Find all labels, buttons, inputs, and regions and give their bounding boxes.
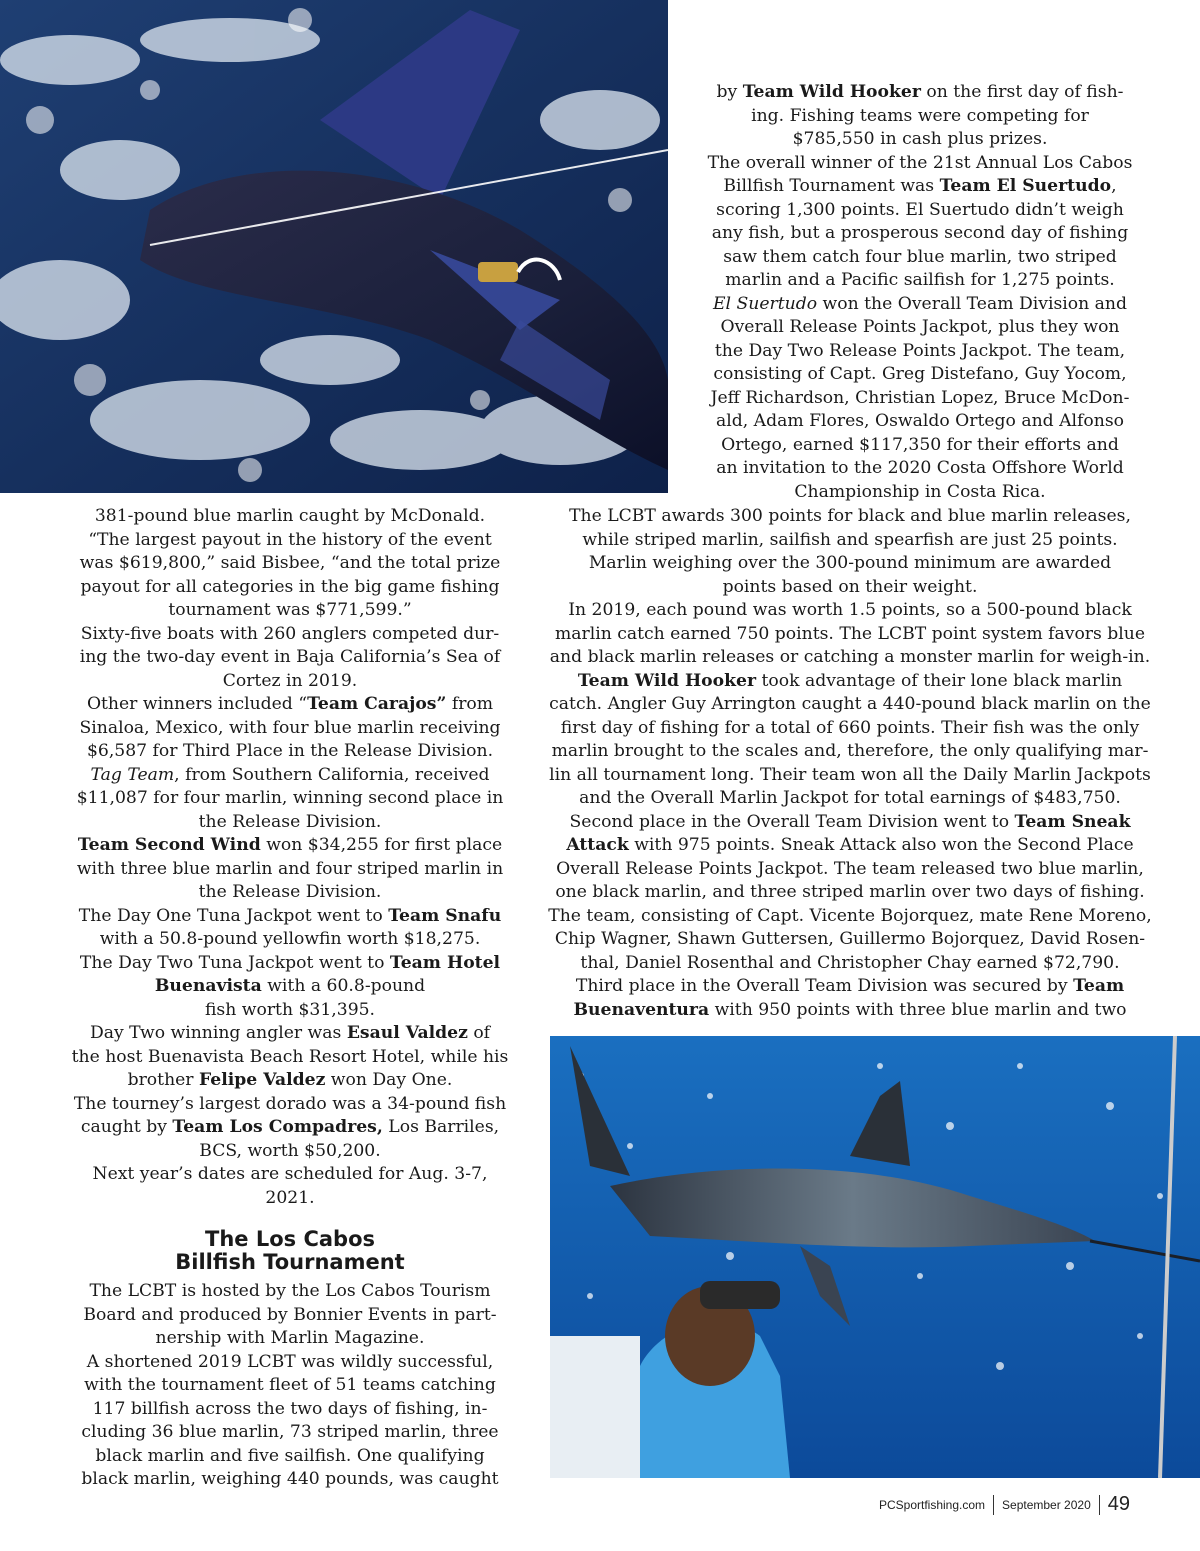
- bold-name: Team Wild Hooker: [742, 82, 921, 102]
- text-run: ald, Adam Flores, Oswaldo Ortego and Alfonso: [715, 411, 1125, 431]
- text-line: [690, 222, 1150, 246]
- text-line: [540, 717, 1160, 741]
- text-line: [690, 481, 1150, 505]
- text-line: [70, 717, 510, 741]
- text-run: with a 60.8-pound: [261, 976, 426, 996]
- text-line: [70, 999, 510, 1023]
- text-run: Cortez in 2019.: [222, 670, 358, 691]
- text-line: [70, 834, 510, 858]
- text-run: Third place in the Overall Team Division was secured by: [575, 976, 1074, 996]
- text-run: marlin catch earned 750 points. The LCBT point system favors blue: [554, 623, 1146, 644]
- text-run: consisting of Capt. Greg Distefano, Guy Yocom,: [713, 364, 1127, 384]
- text-run: and black marlin releases or catching a monster marlin for weigh-in.: [549, 647, 1151, 667]
- text-run: from: [446, 694, 494, 714]
- text-run: The Day One Tuna Jackpot went to: [78, 905, 389, 926]
- text-run: A shortened 2019 LCBT was wildly successful,: [86, 1351, 494, 1372]
- text-line: [70, 1351, 510, 1375]
- text-line: [540, 834, 1160, 858]
- text-line: [70, 787, 510, 811]
- text-run: with 950 points with three blue marlin and two: [709, 999, 1127, 1020]
- page-number: 49: [1107, 1493, 1130, 1515]
- text-run: Other winners included “: [86, 694, 308, 714]
- text-run: Chip Wagner, Shawn Guttersen, Guillermo Bojorquez, David Rosen-: [554, 929, 1146, 949]
- text-run: payout for all categories in the big game fishing: [80, 576, 500, 597]
- text-run: The LCBT awards 300 points for black and blue marlin releases,: [569, 506, 1131, 526]
- text-run: while striped marlin, sailfish and spearfish are just 25 points.: [582, 529, 1118, 550]
- text-run: the Day Two Release Points Jackpot. The team,: [714, 340, 1126, 361]
- text-line: [690, 128, 1150, 152]
- text-line: [70, 928, 510, 952]
- text-run: Day Two winning angler was: [89, 1023, 347, 1043]
- text-line: [70, 1046, 510, 1070]
- text-run: the host Buenavista Beach Resort Hotel, while his: [71, 1046, 509, 1067]
- text-line: [70, 1327, 510, 1351]
- text-line: [70, 623, 510, 647]
- text-run: The LCBT is hosted by the Los Cabos Tourism: [89, 1281, 491, 1301]
- text-line: [70, 905, 510, 929]
- text-run: the Release Division.: [198, 811, 382, 832]
- text-line: [540, 623, 1160, 647]
- marlin-photo-top: [0, 0, 668, 493]
- text-line: [690, 316, 1150, 340]
- bold-name: Team Snafu: [388, 905, 502, 926]
- text-run: any fish, but a prosperous second day of fishing: [711, 223, 1129, 243]
- text-line: [70, 552, 510, 576]
- text-run: with three blue marlin and four striped marlin in: [76, 858, 504, 879]
- bold-name: Team Hotel: [389, 952, 501, 973]
- text-line: [690, 269, 1150, 293]
- text-line: [70, 670, 510, 694]
- text-run: 117 billfish across the two days of fishing, in-: [92, 1398, 488, 1419]
- text-line: [70, 1140, 510, 1164]
- text-line: [540, 858, 1160, 882]
- text-run: by: [716, 82, 743, 102]
- text-line: [70, 740, 510, 764]
- bold-name: Felipe Valdez: [199, 1070, 326, 1090]
- text-line: [70, 1374, 510, 1398]
- text-line: [70, 811, 510, 835]
- text-run: first day of fishing for a total of 660 points. Their fish was the only: [560, 717, 1140, 738]
- text-run: catch. Angler Guy Arrington caught a 440-pound black marlin on the: [549, 694, 1151, 714]
- text-line: [690, 246, 1150, 270]
- text-run: one black marlin, and three striped marlin over two days of fishing.: [555, 882, 1145, 902]
- text-run: Billfish Tournament was: [723, 176, 940, 196]
- text-run: on the first day of fish-: [920, 82, 1124, 102]
- text-run: tournament was $771,599.”: [168, 600, 412, 620]
- text-run: Second place in the Overall Team Division went to: [569, 811, 1015, 832]
- text-line: [70, 975, 510, 999]
- text-run: an invitation to the 2020 Costa Offshore World: [716, 458, 1124, 478]
- article-column-mid-right: [540, 505, 1160, 1022]
- text-run: The Day Two Tuna Jackpot went to: [79, 952, 390, 973]
- italic-name: El Suertudo: [713, 293, 818, 314]
- text-run: won Day One.: [325, 1070, 453, 1090]
- page-footer: [879, 1493, 1130, 1516]
- text-line: [70, 646, 510, 670]
- text-run: Jeff Richardson, Christian Lopez, Bruce McDon-: [710, 387, 1130, 408]
- text-run: black marlin, weighing 440 pounds, was caught: [81, 1469, 499, 1489]
- text-run: Overall Release Points Jackpot. The team released two blue marlin,: [556, 858, 1144, 879]
- text-run: Championship in Costa Rica.: [794, 481, 1046, 502]
- text-line: [690, 199, 1150, 223]
- bold-name: Team Second Wind: [77, 835, 261, 855]
- text-run: BCS, worth $50,200.: [199, 1140, 381, 1161]
- text-line: [540, 599, 1160, 623]
- section-heading-line1: The Los Cabos: [205, 1227, 375, 1251]
- text-run: In 2019, each pound was worth 1.5 points, so a 500-pound black: [568, 600, 1132, 620]
- text-line: [70, 529, 510, 553]
- text-run: Marlin weighing over the 300-pound minimum are awarded: [588, 553, 1112, 573]
- article-column-left: [70, 505, 510, 1492]
- text-run: thal, Daniel Rosenthal and Christopher Chay earned $72,790.: [580, 952, 1120, 973]
- text-run: , from Southern California, received: [174, 764, 490, 785]
- bold-name: Esaul Valdez: [346, 1023, 468, 1043]
- text-run: Board and produced by Bonnier Events in part-: [83, 1304, 497, 1325]
- text-line: [540, 529, 1160, 553]
- text-line: [540, 646, 1160, 670]
- text-line: [70, 1421, 510, 1445]
- text-run: Ortego, earned $117,350 for their efforts and: [721, 434, 1119, 455]
- text-run: saw them catch four blue marlin, two striped: [723, 246, 1117, 267]
- text-line: [690, 387, 1150, 411]
- section-heading-line2: Billfish Tournament: [175, 1250, 405, 1274]
- text-line: [690, 105, 1150, 129]
- text-line: [540, 787, 1160, 811]
- text-line: [70, 599, 510, 623]
- text-run: Los Barriles,: [382, 1117, 500, 1137]
- text-line: [690, 457, 1150, 481]
- footer-site: PCSportfishing.com: [878, 1497, 986, 1512]
- text-line: [70, 858, 510, 882]
- text-run: was $619,800,” said Bisbee, “and the total prize: [79, 553, 501, 573]
- text-line: [540, 999, 1160, 1023]
- text-run: points based on their weight.: [722, 576, 978, 597]
- text-line: [540, 905, 1160, 929]
- text-line: [70, 1116, 510, 1140]
- text-line: [70, 1280, 510, 1304]
- text-run: scoring 1,300 points. El Suertudo didn’t weigh: [716, 199, 1124, 220]
- text-run: with 975 points. Sneak Attack also won the Second Place: [628, 835, 1134, 855]
- footer-divider: [993, 1495, 994, 1515]
- text-run: 381-pound blue marlin caught by McDonald.: [94, 506, 486, 526]
- text-run: Next year’s dates are scheduled for Aug. 3-7, 2021.: [92, 1164, 488, 1208]
- text-line: [540, 928, 1160, 952]
- text-line: [690, 175, 1150, 199]
- section-heading: [70, 1228, 510, 1274]
- text-run: black marlin and five sailfish. One qualifying: [95, 1445, 485, 1466]
- text-run: cluding 36 blue marlin, 73 striped marlin, three: [81, 1422, 499, 1442]
- text-line: [540, 693, 1160, 717]
- text-line: [70, 576, 510, 600]
- text-run: Sixty-five boats with 260 anglers competed dur-: [80, 623, 500, 644]
- bold-name: Team Los Compadres,: [172, 1117, 383, 1137]
- text-line: [70, 1069, 510, 1093]
- text-line: [540, 881, 1160, 905]
- text-run: nership with Marlin Magazine.: [155, 1328, 425, 1348]
- text-line: [70, 1022, 510, 1046]
- text-line: [540, 764, 1160, 788]
- bold-name: Team Carajos”: [307, 694, 447, 714]
- text-line: [70, 952, 510, 976]
- text-run: $785,550 in cash plus prizes.: [792, 129, 1048, 149]
- text-run: The tourney’s largest dorado was a 34-pound fish: [73, 1093, 507, 1114]
- text-line: [690, 293, 1150, 317]
- text-line: [690, 81, 1150, 105]
- bold-name: Team Sneak: [1014, 811, 1131, 832]
- bold-name: Buenavista: [154, 976, 262, 996]
- text-run: ing the two-day event in Baja California’s Sea of: [79, 647, 501, 667]
- text-run: $6,587 for Third Place in the Release Division.: [86, 741, 494, 761]
- text-line: [70, 1304, 510, 1328]
- text-line: [70, 1398, 510, 1422]
- text-line: [70, 505, 510, 529]
- text-run: brother: [127, 1070, 199, 1090]
- text-run: The overall winner of the 21st Annual Los Cabos: [707, 152, 1133, 173]
- bold-name: Team: [1073, 976, 1125, 996]
- italic-name: Tag Team: [90, 764, 175, 785]
- text-line: [70, 881, 510, 905]
- text-line: [690, 363, 1150, 387]
- text-line: [70, 764, 510, 788]
- text-line: [540, 740, 1160, 764]
- text-run: of: [467, 1023, 491, 1043]
- footer-date: September 2020: [1002, 1497, 1091, 1512]
- text-run: won $34,255 for first place: [260, 835, 503, 855]
- text-run: the Release Division.: [198, 882, 382, 902]
- text-line: [690, 152, 1150, 176]
- article-column-top-right: [690, 81, 1150, 504]
- text-line: [540, 811, 1160, 835]
- text-run: with a 50.8-pound yellowfin worth $18,275.: [99, 929, 481, 949]
- text-run: marlin brought to the scales and, therefore, the only qualifying mar-: [551, 741, 1149, 761]
- text-line: [690, 434, 1150, 458]
- text-run: The team, consisting of Capt. Vicente Bojorquez, mate Rene Moreno,: [548, 905, 1152, 926]
- text-run: Sinaloa, Mexico, with four blue marlin receiving: [79, 717, 501, 738]
- bold-name: Buenaventura: [573, 999, 710, 1020]
- footer-divider: [1099, 1495, 1100, 1515]
- text-run: $11,087 for four marlin, winning second place in: [76, 788, 504, 808]
- text-line: [70, 1163, 510, 1210]
- text-line: [540, 975, 1160, 999]
- text-line: [690, 340, 1150, 364]
- text-run: ,: [1111, 176, 1117, 196]
- text-run: marlin and a Pacific sailfish for 1,275 points.: [725, 270, 1115, 290]
- text-line: [70, 693, 510, 717]
- text-run: fish worth $31,395.: [204, 999, 376, 1020]
- text-line: [690, 410, 1150, 434]
- text-run: and the Overall Marlin Jackpot for total earnings of $483,750.: [579, 788, 1121, 808]
- text-line: [540, 505, 1160, 529]
- bold-name: Team El Suertudo: [939, 176, 1112, 196]
- text-line: [70, 1093, 510, 1117]
- text-run: Overall Release Points Jackpot, plus they won: [720, 317, 1120, 337]
- text-run: won the Overall Team Division and: [817, 293, 1127, 314]
- text-run: “The largest payout in the history of the event: [88, 529, 492, 550]
- text-run: lin all tournament long. Their team won all the Daily Marlin Jackpots: [549, 764, 1151, 785]
- bold-name: Team Wild Hooker: [577, 670, 757, 691]
- marlin-angler-photo: [550, 1036, 1200, 1478]
- text-line: [70, 1445, 510, 1469]
- text-run: ing. Fishing teams were competing for: [751, 105, 1089, 126]
- text-line: [70, 1468, 510, 1492]
- bold-name: Attack: [566, 835, 629, 855]
- text-run: with the tournament fleet of 51 teams catching: [84, 1375, 496, 1395]
- text-line: [540, 952, 1160, 976]
- text-line: [540, 552, 1160, 576]
- text-run: took advantage of their lone black marlin: [756, 670, 1123, 691]
- text-line: [540, 576, 1160, 600]
- text-run: caught by: [80, 1117, 173, 1137]
- text-line: [540, 670, 1160, 694]
